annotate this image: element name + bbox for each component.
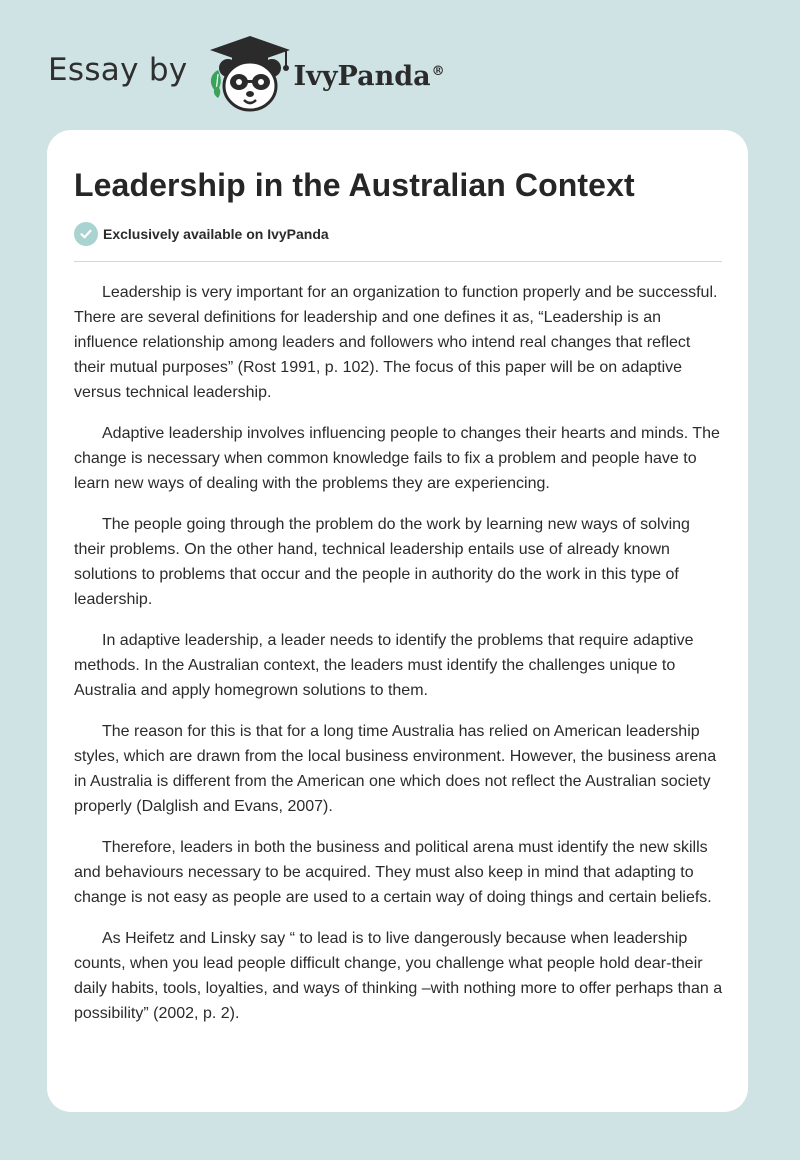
essay-body	[74, 280, 724, 1042]
paragraph: As Heifetz and Linsky say “ to lead is to live dangerously because when leadership counts, when you lead people difficult change, you challenge what people hold dear-their daily habits, tools, loyalties, and ways of thinking –with nothing more to offer perhaps than a possibility” (2002, p. 2).	[74, 930, 723, 1022]
paragraph: The reason for this is that for a long time Australia has relied on American leadership styles, which are drawn from the local business environment. However, the business arena in Australia is different from the American one which does not reflect the Australian society properly (Dalglish and Evans, 2007).	[74, 723, 717, 815]
exclusive-badge	[74, 222, 329, 246]
exclusive-badge-label: Exclusively available on IvyPanda	[103, 226, 329, 242]
paragraph: Leadership is very important for an organization to function properly and be successful. There are several definitions for leadership and one defines it as, “Leadership is an influence relationship among leaders and followers who intend real changes that reflect their mutual purposes” (Rost 1991, p. 102). The focus of this paper will be on adaptive versus technical leadership.	[74, 284, 718, 401]
paragraph: Adaptive leadership involves influencing people to changes their hearts and minds. The change is necessary when common knowledge fails to fix a problem and people have to learn new ways of dealing with the problems they are experiencing.	[74, 425, 720, 492]
paragraph: Therefore, leaders in both the business and political arena must identify the new skills and behaviours necessary to be acquired. They must also keep in mind that adapting to change is not easy as people are used to a certain way of doing things and certain beliefs.	[74, 839, 712, 906]
panda-graduate-icon	[202, 34, 298, 114]
title-divider	[74, 261, 722, 262]
paragraph: In adaptive leadership, a leader needs to identify the problems that require adaptive methods. In the Australian context, the leaders must identify the challenges unique to Australia and apply homegrown solutions to them.	[74, 632, 694, 699]
brand-header	[48, 34, 445, 114]
brand-prefix: Essay by	[48, 52, 188, 88]
essay-title: Leadership in the Australian Context	[74, 167, 635, 203]
registered-mark: ®	[431, 63, 445, 79]
check-icon	[74, 222, 98, 246]
essay-card	[47, 130, 748, 1112]
brand-name: IvyPanda®	[293, 60, 445, 92]
paragraph: The people going through the problem do the work by learning new ways of solving their problems. On the other hand, technical leadership entails use of already known solutions to problems that occur and the people in authority do the work in this type of leadership.	[74, 516, 690, 608]
